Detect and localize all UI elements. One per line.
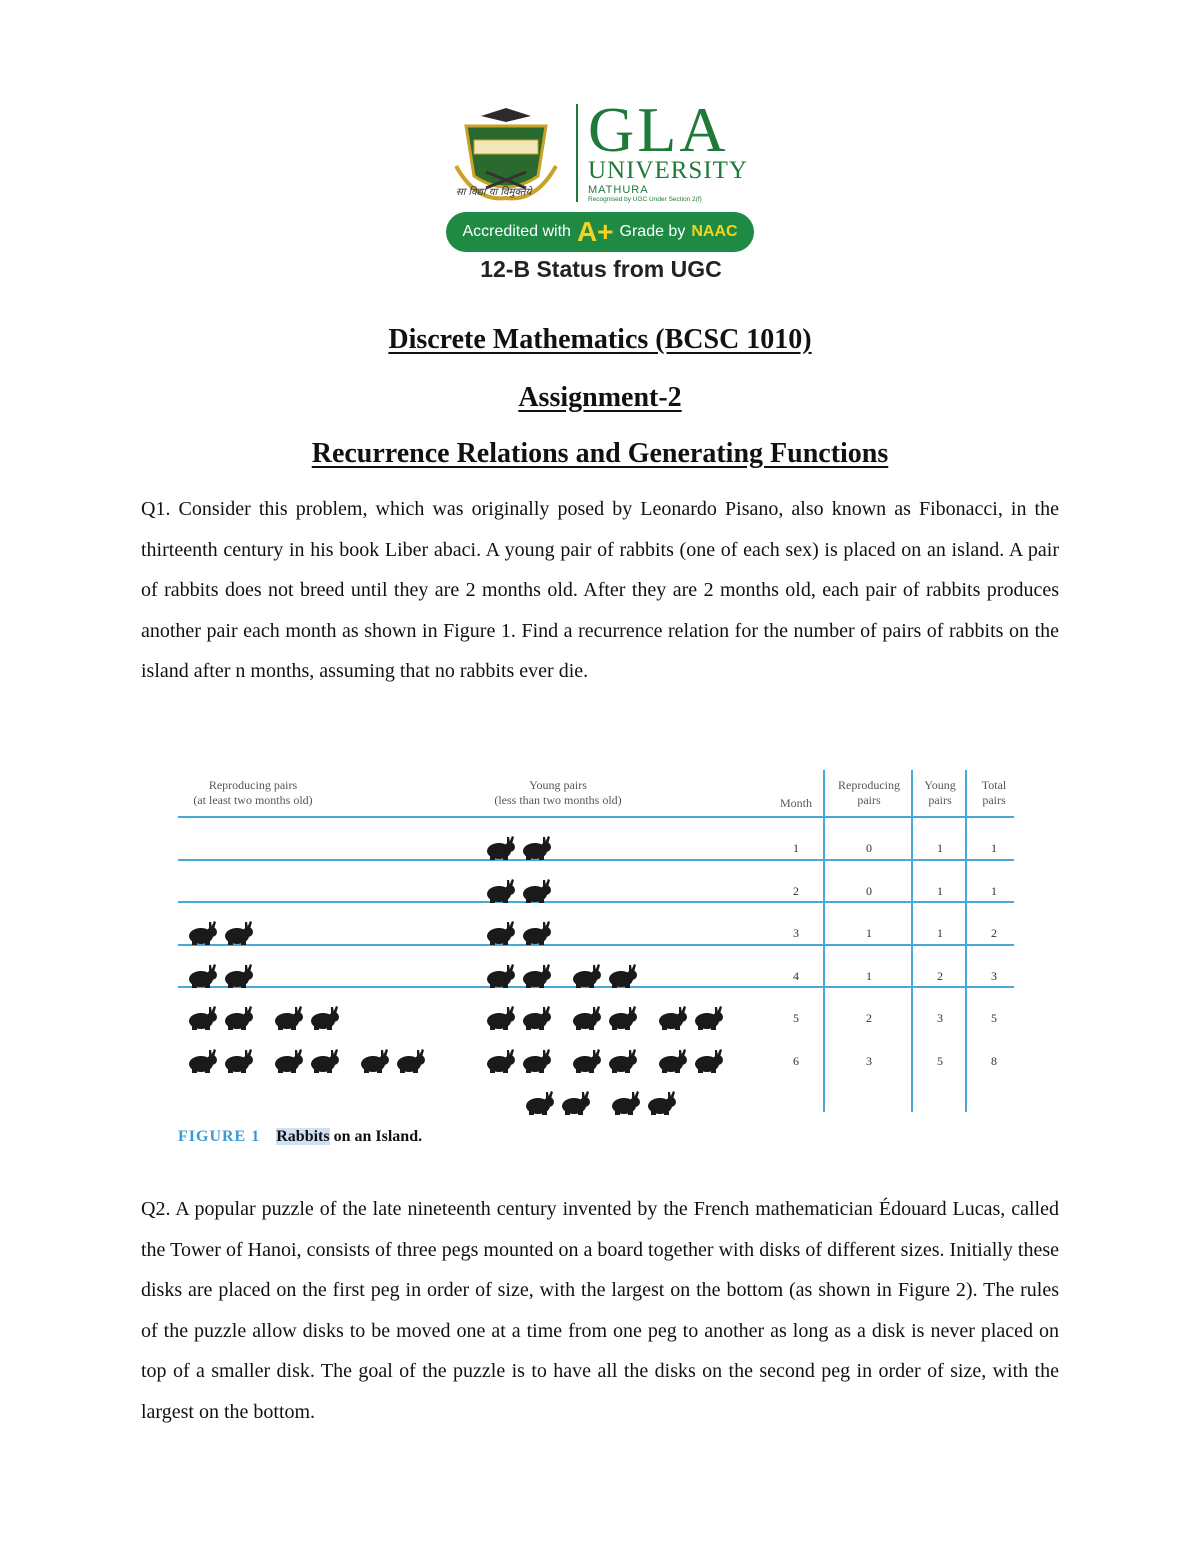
cell-reproducing: 2 (866, 1011, 872, 1025)
rabbit-pair (484, 921, 554, 945)
rabbit-group (186, 964, 256, 988)
rabbit-pair (186, 1049, 256, 1073)
rabbit-group (186, 921, 256, 945)
cell-month: 4 (793, 968, 799, 983)
logo-university: UNIVERSITY (588, 157, 748, 184)
figure-caption (178, 1128, 422, 1146)
rabbit-icon (272, 1006, 306, 1030)
rabbit-pair (609, 1091, 679, 1115)
rabbit-icon (520, 1006, 554, 1030)
cell-young: 1 (937, 841, 943, 855)
logo-name: GLA (588, 94, 729, 165)
header-month: Month (779, 796, 812, 810)
cell-total: 1 (991, 841, 997, 855)
header-reproducing-label: Reproducing pairs (208, 778, 298, 792)
cell-month: 2 (793, 883, 799, 898)
header-reproducing-sub: (at least two months old) (193, 793, 313, 807)
rabbit-icon (272, 1049, 306, 1073)
rabbit-icon (484, 964, 518, 988)
rabbit-pair (523, 1091, 593, 1115)
table-rule (178, 901, 1014, 903)
rabbit-icon (656, 1006, 690, 1030)
cell-reproducing: 0 (866, 841, 872, 855)
header-young (478, 778, 638, 808)
cell-young: 1 (937, 926, 943, 940)
rabbit-pair (272, 1049, 342, 1073)
rabbit-icon (692, 1049, 726, 1073)
rabbit-pair (186, 1006, 256, 1030)
cell-young: 5 (937, 1053, 943, 1068)
rabbit-icon (606, 964, 640, 988)
rabbit-pair (484, 1049, 554, 1073)
caption-rest: on an Island. (333, 1128, 423, 1145)
rabbit-icon (520, 964, 554, 988)
rabbit-pair (570, 964, 640, 988)
rabbit-group (484, 836, 554, 860)
header-col-young (914, 778, 966, 808)
cell-young: 3 (937, 1011, 943, 1025)
rabbit-icon (222, 964, 256, 988)
rabbit-icon (222, 1049, 256, 1073)
cell-reproducing: 0 (866, 883, 872, 898)
rabbit-icon (222, 1006, 256, 1030)
rabbit-icon (606, 1049, 640, 1073)
banner-body: NAAC (691, 223, 738, 240)
rabbit-icon (520, 836, 554, 860)
assignment-title: Assignment-2 (518, 382, 682, 413)
cell-month: 6 (793, 1053, 799, 1068)
topic-title: Recurrence Relations and Generating Functions (311, 438, 889, 469)
cell-total: 3 (991, 968, 997, 983)
rabbit-group (186, 1006, 342, 1030)
rabbit-icon (484, 836, 518, 860)
question-1: Q1. Consider this problem, which was originally posed by Leonardo Pisano, also known as Fibonacci, in the thirteenth century in his book Liber abaci. A young pair of rabbits (one of each sex) is placed on an island. A pair of rabbits does not breed until they are 2 months old. After they are 2 months old, each pair of rabbits produces another pair each month as shown in Figure 1. Find a recurrence relation for the number of pairs of rabbits on the island after n months, assuming that no rabbits ever die. (141, 498, 1059, 683)
cell-reproducing: 3 (866, 1053, 872, 1068)
header-col-total (968, 778, 1020, 808)
university-logo (436, 94, 766, 286)
col-total-label: Total (981, 778, 1007, 792)
rabbit-group (484, 1006, 726, 1030)
motto-text: सा विद्या या विमुक्तये (456, 187, 532, 198)
rabbit-icon (222, 921, 256, 945)
rabbit-icon (606, 1006, 640, 1030)
rabbit-pair (484, 836, 554, 860)
rabbit-icon (570, 1006, 604, 1030)
header-col-reproducing (826, 778, 912, 808)
rabbit-icon (484, 1049, 518, 1073)
rabbit-icon (484, 1006, 518, 1030)
rabbit-group (484, 879, 554, 903)
rabbit-icon (186, 921, 220, 945)
header-young-label: Young pairs (529, 778, 587, 792)
figure-rabbits-table (178, 770, 1018, 1145)
rabbit-icon (570, 1049, 604, 1073)
cell-total: 1 (991, 883, 997, 898)
rabbit-pair (656, 1006, 726, 1030)
rabbit-icon (523, 1091, 557, 1115)
cell-total: 2 (991, 926, 997, 940)
rabbit-icon (484, 879, 518, 903)
rabbit-icon (308, 1049, 342, 1073)
banner-prefix: Accredited with (462, 223, 571, 240)
question-2: Q2. A popular puzzle of the late nineteenth century invented by the French mathematician Édouard Lucas, called the Tower of Hanoi, consists of three pegs mounted on a board together with disks of different sizes. Initially these disks are placed on the first peg in order of size, with the largest on the bottom (as shown in Figure 2). The rules of the puzzle allow disks to be moved one at a time from one peg to another as long as a disk is never placed on top of a smaller disk. The goal of the puzzle is to have all the disks on the second peg in order of size, with the largest on the bottom. (141, 1198, 1059, 1423)
rabbit-icon (484, 921, 518, 945)
rabbit-group (186, 1049, 428, 1073)
rabbit-pair (358, 1049, 428, 1073)
cell-month: 1 (793, 841, 799, 855)
rabbit-group (523, 1091, 679, 1115)
rabbit-pair (186, 964, 256, 988)
rabbit-group (484, 921, 554, 945)
rabbit-pair (570, 1006, 640, 1030)
rabbit-pair (186, 921, 256, 945)
cell-reproducing: 1 (866, 968, 872, 983)
rabbit-pair (272, 1006, 342, 1030)
banner-mid: Grade by (619, 223, 686, 240)
logo-divider (576, 104, 578, 202)
rabbit-icon (609, 1091, 643, 1115)
rabbit-icon (570, 964, 604, 988)
rabbit-icon (520, 1049, 554, 1073)
col-reproducing-label2: pairs (857, 793, 881, 807)
cell-young: 1 (937, 883, 943, 898)
rabbit-pair (484, 964, 554, 988)
rabbit-icon (186, 964, 220, 988)
logo-city: MATHURA (588, 184, 649, 196)
rabbit-icon (559, 1091, 593, 1115)
rabbit-pair (484, 879, 554, 903)
col-total-label2: pairs (982, 793, 1006, 807)
rabbit-pair (484, 1006, 554, 1030)
cell-total: 5 (991, 1011, 997, 1025)
col-reproducing-label: Reproducing (838, 778, 900, 792)
col-young-label2: pairs (928, 793, 952, 807)
rabbit-group (484, 964, 640, 988)
header-reproducing (178, 778, 328, 808)
table-rule (178, 944, 1014, 946)
rabbit-icon (394, 1049, 428, 1073)
rabbit-icon (358, 1049, 392, 1073)
rabbit-pair (656, 1049, 726, 1073)
col-young-label: Young (924, 778, 956, 792)
rabbit-icon (645, 1091, 679, 1115)
logo-recognition: Recognised by UGC Under Section 2(f) (588, 196, 702, 203)
ugc-status: 12-B Status from UGC (480, 256, 722, 282)
rabbit-icon (308, 1006, 342, 1030)
cell-month: 5 (793, 1011, 799, 1025)
rabbit-icon (692, 1006, 726, 1030)
rabbit-pair (570, 1049, 640, 1073)
table-rule (178, 816, 1014, 818)
rabbit-icon (520, 879, 554, 903)
rabbit-icon (186, 1049, 220, 1073)
cell-month: 3 (793, 926, 799, 940)
rabbit-group (484, 1049, 726, 1073)
cell-total: 8 (991, 1053, 997, 1068)
rabbit-icon (656, 1049, 690, 1073)
cell-reproducing: 1 (866, 926, 872, 940)
cell-young: 2 (937, 968, 943, 983)
table-rule (178, 859, 1014, 861)
banner-grade: A+ (576, 216, 614, 247)
caption-label: FIGURE 1 (178, 1128, 261, 1145)
rabbit-icon (186, 1006, 220, 1030)
caption-highlight: Rabbits (276, 1128, 330, 1145)
course-title: Discrete Mathematics (BCSC 1010) (388, 324, 812, 355)
header-young-sub: (less than two months old) (494, 793, 622, 807)
accreditation-banner (446, 212, 754, 252)
rabbit-icon (520, 921, 554, 945)
